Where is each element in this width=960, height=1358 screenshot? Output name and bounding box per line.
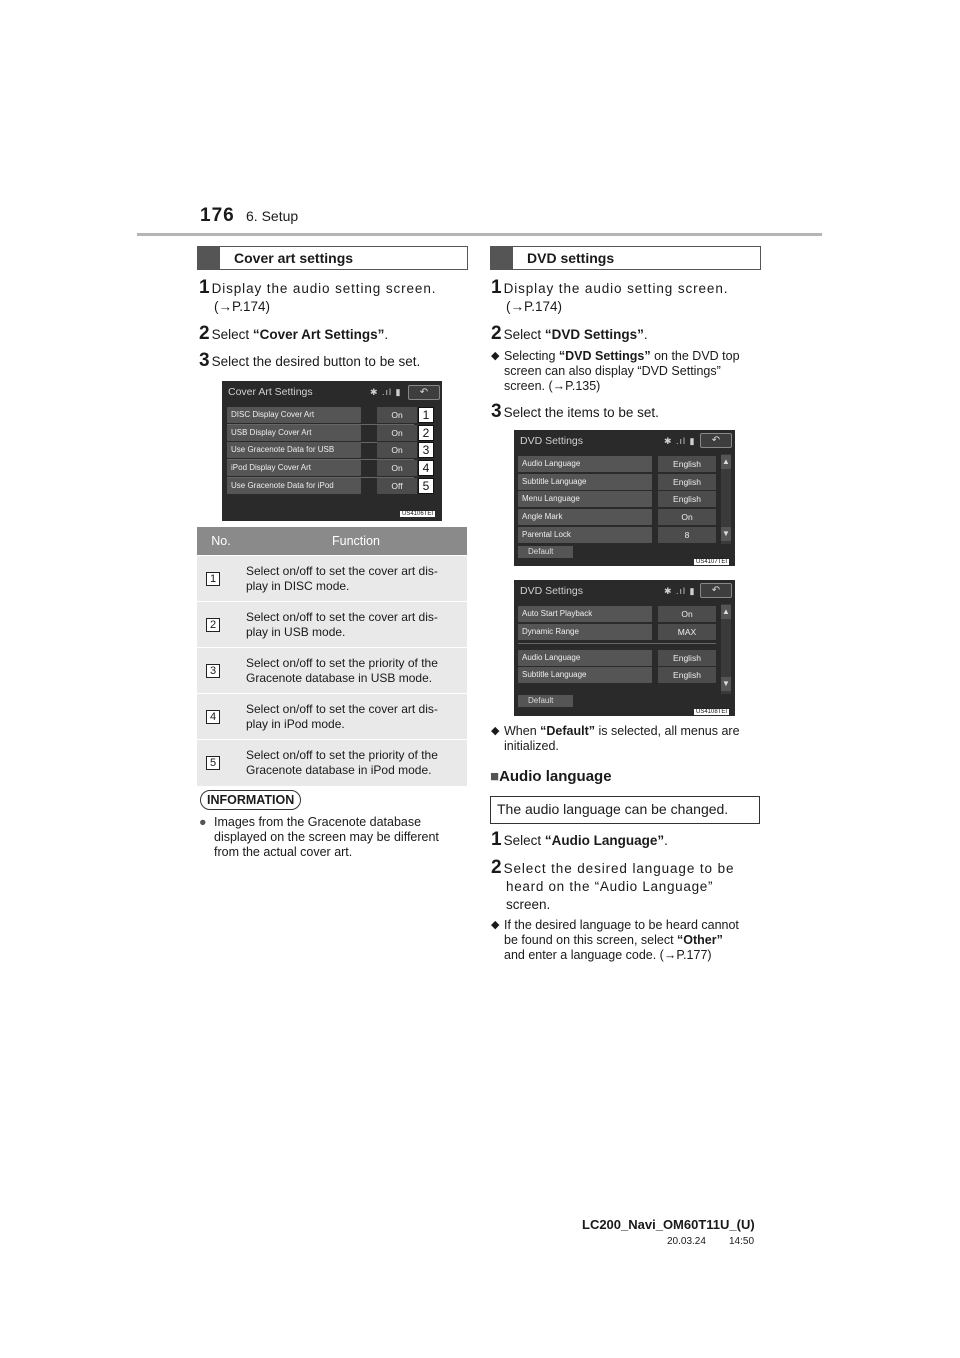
screen-title: Cover Art Settings [228,386,313,398]
setting-label: USB Display Cover Art [227,425,361,441]
subheading-audio-language [490,768,612,785]
scroll-down-icon[interactable]: ▼ [721,677,731,691]
scroll-up-icon[interactable]: ▲ [721,605,731,619]
note-text: screen can also display “DVD Settings” [504,364,721,378]
section-header-block [491,247,513,269]
document-id: LC200_Navi_OM60T11U_(U) [582,1217,755,1232]
note-text: screen. (→P.135) [504,379,601,393]
note-text: and enter a language code. (→P.177) [504,948,712,962]
figure-code: US4108TEI [696,709,728,715]
step-ref: (→P.174) [506,299,563,314]
callout-number: 1 [418,407,434,423]
bullet-icon: ● [199,815,207,829]
scroll-up-icon[interactable]: ▲ [721,455,731,469]
setting-label: Parental Lock [518,527,652,543]
step-1 [491,279,759,316]
diamond-icon: ◆ [491,919,500,931]
setting-value: English [658,667,716,683]
note-bullet [491,918,759,963]
row-divider [518,643,716,644]
step-number: 1 [491,829,502,850]
information-text: from the actual cover art. [214,845,353,859]
table-row [197,648,467,694]
setting-value: On [377,407,417,423]
table-header: Function [245,527,467,556]
section-header-block [198,247,220,269]
figure-code: US4107TEI [696,559,728,565]
setting-label: Subtitle Language [518,474,652,490]
step-text: heard on the “Audio Language” [506,879,714,894]
note-bullet [491,349,759,394]
step-2 [199,325,467,344]
function-text: Select on/off to set the cover art dis- [246,563,438,578]
step-1 [491,831,759,850]
function-table [197,527,467,786]
setting-value: English [658,474,716,490]
header-rule [137,233,822,236]
setting-label: Audio Language [518,456,652,472]
step-text-bold: “Cover Art Settings” [252,327,385,342]
screen-title: DVD Settings [520,435,584,447]
table-row [197,602,467,648]
back-button[interactable]: ↶ [700,433,732,448]
note-text: If the desired language to be heard cannot [504,918,739,932]
table-header-row [197,527,467,556]
step-text-post: . [643,327,648,342]
step-1 [199,279,467,316]
step-ref: (→P.174) [214,299,271,314]
step-number: 1 [491,277,502,298]
callout-number: 3 [418,442,434,458]
step-text-post: . [664,833,668,848]
information-text: displayed on the screen may be different [214,830,439,844]
number-box: 3 [206,664,220,678]
step-text-pre: Select [503,327,545,342]
function-text: Gracenote database in USB mode. [246,670,433,685]
step-number: 2 [491,857,502,878]
step-number: 1 [199,277,210,298]
section-title: Cover art settings [234,250,354,266]
table-header: No. [197,527,245,556]
setting-label: Use Gracenote Data for iPod [227,478,361,494]
function-text: play in USB mode. [246,624,346,639]
note-text-bold: “DVD Settings” [558,349,651,363]
table-row [197,740,467,786]
step-2 [491,325,759,344]
setting-label: Audio Language [518,650,652,666]
setting-label: DISC Display Cover Art [227,407,361,423]
setting-label: Subtitle Language [518,667,652,683]
step-3 [199,352,467,371]
setting-label: Use Gracenote Data for USB [227,442,361,458]
setting-value: English [658,650,716,666]
setting-value: On [377,425,417,441]
diamond-icon: ◆ [491,350,500,362]
number-box: 5 [206,756,220,770]
subheading-text: Audio language [499,768,612,785]
step-number: 3 [199,350,210,371]
step-text: Display the audio setting screen. [503,281,729,296]
function-text: Select on/off to set the priority of the [246,747,438,762]
function-text: Select on/off to set the priority of the [246,655,438,670]
status-icons: ✱ .ıl ▮ [664,586,696,596]
cover-art-screen [222,381,442,521]
information-note [199,815,465,860]
back-button[interactable]: ↶ [408,385,440,400]
step-text-pre: Select [211,327,253,342]
setting-value: On [658,606,716,622]
callout-number: 4 [418,460,434,476]
step-text: screen. [506,897,551,912]
setting-value: English [658,491,716,507]
number-box: 2 [206,618,220,632]
note-text: Selecting [504,349,559,363]
setting-value: Off [377,478,417,494]
section-name: 6. Setup [246,208,299,224]
setting-label: Angle Mark [518,509,652,525]
step-number: 2 [491,323,502,344]
note-text: When [504,724,541,738]
diamond-icon: ◆ [491,725,500,737]
page-number: 176 [200,205,235,226]
table-row [197,556,467,602]
number-box: 4 [206,710,220,724]
step-number: 3 [491,401,502,422]
square-icon: ■ [490,768,500,785]
function-text: play in DISC mode. [246,578,350,593]
function-text: Gracenote database in iPod mode. [246,762,432,777]
default-button[interactable]: Default [518,546,573,558]
section-title: DVD settings [527,250,615,266]
setting-value: On [377,460,417,476]
function-text: Select on/off to set the cover art dis- [246,701,438,716]
information-pill: INFORMATION [200,790,301,810]
footer-date: 20.03.24 [667,1236,706,1247]
setting-value: On [658,509,716,525]
setting-label: Auto Start Playback [518,606,652,622]
information-text: Images from the Gracenote database [214,815,422,829]
figure-code: US4106TEI [402,511,434,517]
footer-time: 14:50 [729,1236,755,1247]
callout-number: 2 [418,425,434,441]
setting-label: Dynamic Range [518,624,652,640]
step-text-post: . [384,327,389,342]
setting-value: 8 [658,527,716,543]
default-button[interactable]: Default [518,695,573,707]
note-text: be found on this screen, select [504,933,678,947]
step-text: Select the desired language to be [503,861,735,876]
step-text-bold: “Audio Language” [544,833,665,848]
setting-label: Menu Language [518,491,652,507]
step-2 [491,859,759,914]
step-text: Display the audio setting screen. [211,281,437,296]
dvd-settings-screen-1 [514,430,735,566]
scroll-down-icon[interactable]: ▼ [721,527,731,541]
function-text: Select on/off to set the cover art dis- [246,609,438,624]
description-box: The audio language can be changed. [490,796,760,824]
step-3 [491,403,759,422]
note-text: is selected, all menus are [595,724,740,738]
information-label [200,790,301,810]
status-icons: ✱ .ıl ▮ [370,387,402,397]
setting-value: On [377,442,417,458]
step-number: 2 [199,323,210,344]
note-bullet [491,724,759,754]
dvd-settings-screen-2 [514,580,735,716]
back-button[interactable]: ↶ [700,583,732,598]
step-text: Select the desired button to be set. [211,354,421,369]
step-text: Select the items to be set. [503,405,659,420]
section-header-cover-art [197,246,468,270]
step-text-pre: Select [503,833,545,848]
step-text-bold: “DVD Settings” [544,327,644,342]
callout-number: 5 [418,478,434,494]
status-icons: ✱ .ıl ▮ [664,436,696,446]
function-text: play in iPod mode. [246,716,345,731]
setting-value: English [658,456,716,472]
number-box: 1 [206,572,220,586]
setting-value: MAX [658,624,716,640]
note-text-bold: “Other” [677,933,723,947]
table-row [197,694,467,740]
section-header-dvd [490,246,761,270]
setting-label: iPod Display Cover Art [227,460,361,476]
note-text: on the DVD top [650,349,740,363]
note-text: initialized. [504,739,559,753]
note-text-bold: “Default” [540,724,596,738]
screen-title: DVD Settings [520,585,584,597]
